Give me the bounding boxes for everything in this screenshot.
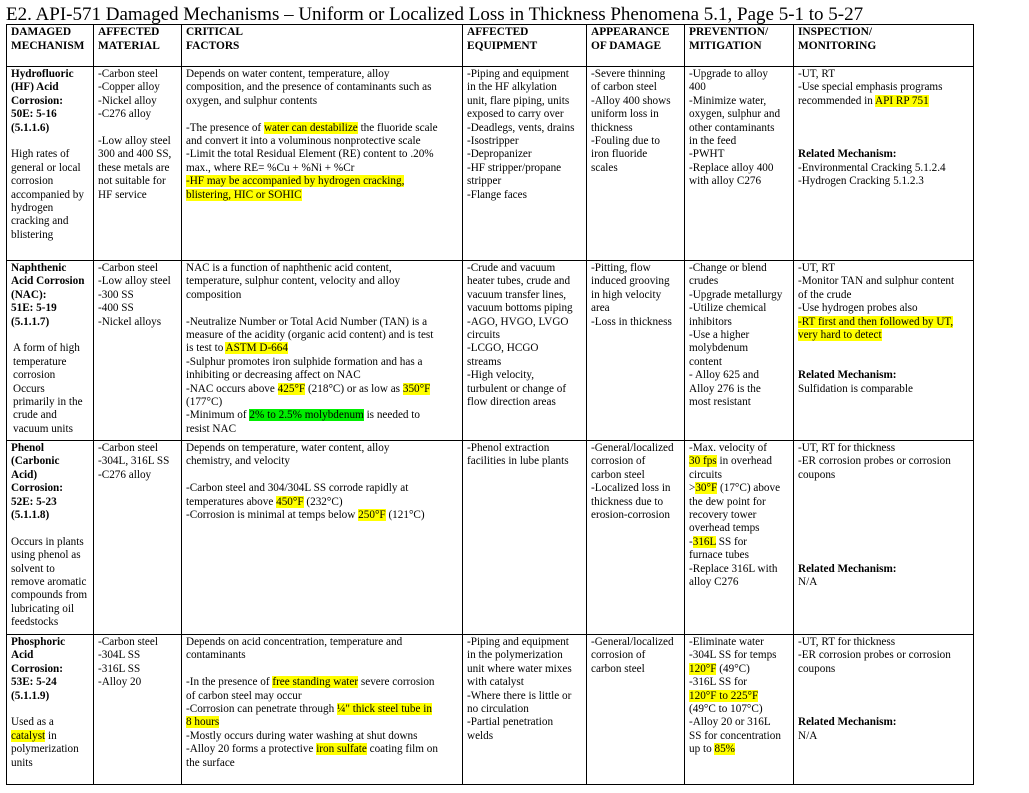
highlight: 30°F: [695, 482, 718, 495]
header-row: [7, 25, 974, 67]
header-mechanism: DAMAGED MECHANISM: [7, 25, 94, 67]
material-cell: -Carbon steel -Copper alloy -Nickel alloy -C276 alloy -Low alloy steel 300 and 400 SS, these metals are not suitable for HF service: [94, 67, 182, 261]
mechanism-cell: Phenol (Carbonic Acid) Corrosion: 52E: 5-23 (5.1.1.8) Occurs in plants using phenol as solvent to remove aromatic compounds from lubricating oil feedstocks: [7, 441, 94, 635]
highlight: 120°F: [689, 662, 717, 675]
highlight: 120°F to 225°F: [689, 689, 759, 702]
critical-factors-cell: NAC is a function of naphthenic acid content, temperature, sulphur content, velocity and alloy composition -Neutralize Number or Total Acid Number (TAN) is a measure of the acidity (organic acid content) and is test is test to ASTM D-664 -Sulphur promotes iron sulphide formation and has a inhibiting or decreasing affect on NAC -NAC occurs above 425°F (218°C) or as low as 350°F (177°C) -Minimum of 2% to 2.5% molybdenum is needed to resist NAC: [182, 261, 463, 441]
material-cell: -Carbon steel -304L SS -316L SS -Alloy 20: [94, 635, 182, 785]
highlight: blistering, HIC or SOHIC: [186, 188, 302, 201]
highlight: ¼" thick steel tube in: [336, 703, 432, 716]
highlight: catalyst: [11, 729, 46, 742]
highlight: -RT first and then followed by UT,: [798, 315, 954, 328]
appearance-cell: -Severe thinning of carbon steel -Alloy 400 shows uniform loss in thickness -Fouling due to iron fluoride scales: [587, 67, 685, 261]
table-row: [7, 441, 974, 635]
header-inspection: INSPECTION/ MONITORING: [794, 25, 974, 67]
highlight: -HF may be accompanied by hydrogen cracking,: [186, 175, 405, 188]
mechanism-cell: Naphthenic Acid Corrosion (NAC): 51E: 5-19 (5.1.1.7) A form of high temperature corrosion Occurs primarily in the crude and vacuum units: [7, 261, 94, 441]
highlight: 350°F: [402, 382, 431, 395]
appearance-cell: -General/localized corrosion of carbon steel: [587, 635, 685, 785]
table-row: [7, 261, 974, 441]
highlight: free standing water: [272, 676, 359, 689]
highlight: iron sulfate: [316, 743, 367, 756]
highlight: 85%: [714, 743, 735, 756]
table-row: [7, 635, 974, 785]
critical-factors-cell: Depends on water content, temperature, alloy composition, and the presence of contaminants such as oxygen, and sulphur contents -The presence of water can destabilize the fluoride scale and convert it into a voluminous nonprotective scale -Limit the total Residual Element (RE) content to .20% max., where RE= %Cu + %Ni + %Cr -HF may be accompanied by hydrogen cracking, blistering, HIC or SOHIC: [182, 67, 463, 261]
highlight: API RP 751: [875, 94, 929, 107]
mechanism-cell: Hydrofluoric (HF) Acid Corrosion: 50E: 5-16 (5.1.1.6) High rates of general or local corrosion accompanied by hydrogen cracking and blistering: [7, 67, 94, 261]
equipment-cell: -Crude and vacuum heater tubes, crude and vacuum transfer lines, vacuum bottoms piping -AGO, HVGO, LVGO circuits -LCGO, HCGO streams -High velocity, turbulent or change of flow direction areas: [463, 261, 587, 441]
highlight: 30 fps: [689, 455, 717, 468]
table-row: [7, 67, 974, 261]
appearance-cell: -Pitting, flow induced grooving in high velocity area -Loss in thickness: [587, 261, 685, 441]
equipment-cell: -Piping and equipment in the HF alkylation unit, flare piping, units exposed to carry over -Deadlegs, vents, drains -Isostripper -Depropanizer -HF stripper/propane stripper -Flange faces: [463, 67, 587, 261]
prevention-cell: -Upgrade to alloy 400 -Minimize water, oxygen, sulphur and other contaminants in the feed -PWHT -Replace alloy 400 with alloy C276: [685, 67, 794, 261]
prevention-cell: -Eliminate water -304L SS for temps 120°F (49°C) -316L SS for 120°F to 225°F (49°C to 107°C) -Alloy 20 or 316L SS for concentration up to 85%: [685, 635, 794, 785]
header-material: AFFECTED MATERIAL: [94, 25, 182, 67]
critical-factors-cell: Depends on acid concentration, temperature and contaminants -In the presence of free standing water severe corrosion of carbon steel may occur -Corrosion can penetrate through ¼" thick steel tube in 8 hours -Mostly occurs during water washing at shut downs -Alloy 20 forms a protective iron sulfate coating film on the surface: [182, 635, 463, 785]
equipment-cell: -Phenol extraction facilities in lube plants: [463, 441, 587, 635]
inspection-cell: -UT, RT for thickness -ER corrosion probes or corrosion coupons Related Mechanism: N/A: [794, 635, 974, 785]
mechanism-cell: Phosphoric Acid Corrosion: 53E: 5-24 (5.1.1.9) Used as a catalyst in polymerization units: [7, 635, 94, 785]
material-cell: -Carbon steel -304L, 316L SS -C276 alloy: [94, 441, 182, 635]
page-title: E2. API-571 Damaged Mechanisms – Uniform or Localized Loss in Thickness Phenomena 5.1, Page 5-1 to 5-27: [6, 4, 864, 25]
header-equipment: AFFECTED EQUIPMENT: [463, 25, 587, 67]
header-appearance: APPEARANCE OF DAMAGE: [587, 25, 685, 67]
prevention-cell: -Max. velocity of 30 fps in overhead circuits >30°F (17°C) above the dew point for recovery tower overhead temps -316L SS for furnace tubes -Replace 316L with alloy C276: [685, 441, 794, 635]
highlight: 425°F: [277, 382, 306, 395]
equipment-cell: -Piping and equipment in the polymerization unit where water mixes with catalyst -Where there is little or no circulation -Partial penetration welds: [463, 635, 587, 785]
highlight: 8 hours: [186, 716, 220, 729]
prevention-cell: -Change or blend crudes -Upgrade metallurgy -Utilize chemical inhibitors -Use a higher molybdenum content - Alloy 625 and Alloy 276 is the most resistant: [685, 261, 794, 441]
green-highlight: 2% to 2.5% molybdenum: [249, 409, 364, 422]
inspection-cell: -UT, RT for thickness -ER corrosion probes or corrosion coupons Related Mechanism: N/A: [794, 441, 974, 635]
highlight: 250°F: [358, 509, 386, 522]
highlight: 450°F: [276, 495, 304, 508]
inspection-cell: -UT, RT -Use special emphasis programs recommended in API RP 751 Related Mechanism: -Environmental Cracking 5.1.2.4 -Hydrogen Cracking 5.1.2.3: [794, 67, 974, 261]
inspection-cell: -UT, RT -Monitor TAN and sulphur content of the crude -Use hydrogen probes also -RT first and then followed by UT, very hard to detect Related Mechanism: Sulfidation is comparable: [794, 261, 974, 441]
highlight: ASTM D-664: [225, 342, 288, 355]
critical-factors-cell: Depends on temperature, water content, alloy chemistry, and velocity -Carbon steel and 304/304L SS corrode rapidly at temperatures above 450°F (232°C) -Corrosion is minimal at temps below 250°F (121°C): [182, 441, 463, 635]
highlight: 316L: [692, 535, 716, 548]
header-prevention: PREVENTION/ MITIGATION: [685, 25, 794, 67]
damage-mechanism-table: [6, 24, 974, 785]
highlight: water can destabilize: [263, 121, 358, 134]
header-critical-factors: CRITICAL FACTORS: [182, 25, 463, 67]
highlight: very hard to detect: [798, 329, 882, 342]
appearance-cell: -General/localized corrosion of carbon steel -Localized loss in thickness due to erosion-corrosion: [587, 441, 685, 635]
material-cell: -Carbon steel -Low alloy steel -300 SS -400 SS -Nickel alloys: [94, 261, 182, 441]
